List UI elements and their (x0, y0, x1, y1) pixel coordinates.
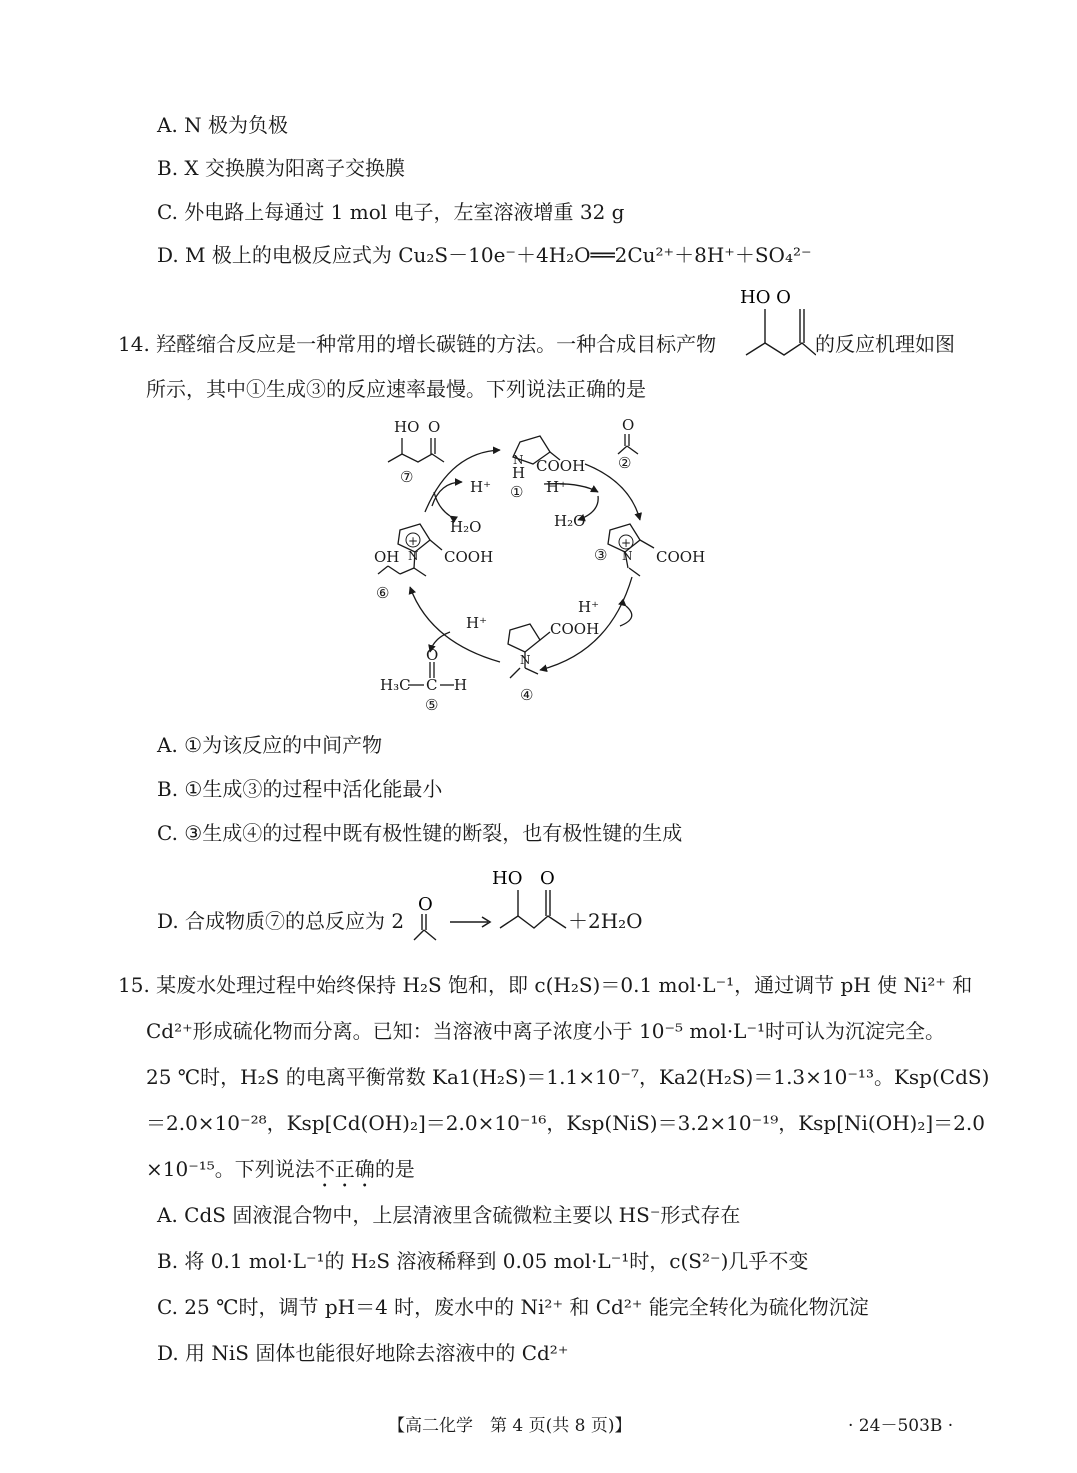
diagram-hplus-2: H⁺ (546, 478, 567, 496)
q14-option-d-product (492, 864, 570, 934)
diagram-n6-cooh: COOH (444, 548, 494, 566)
q13-option-b: B. X 交换膜为阳离子交换膜 (157, 156, 406, 180)
svg-text:HO: HO (492, 868, 523, 889)
diagram-n3-cooh: COOH (656, 548, 706, 566)
q15-stem-line5 (146, 1156, 415, 1192)
q14-stem-line1: 14. 羟醛缩合反应是一种常用的增长碳链的方法。一种合成目标产物 (118, 332, 717, 356)
svg-text:O: O (418, 894, 433, 915)
diagram-n1-cooh: COOH (536, 457, 586, 475)
q14-stem-line1-tail: 的反应机理如图 (815, 332, 955, 356)
q15-stem-line5-c: 的是 (374, 1157, 415, 1181)
svg-text:O: O (540, 868, 555, 889)
diagram-n5-h: H (454, 676, 468, 694)
q15-stem-line2: Cd²⁺形成硫化物而分离。已知：当溶液中离子浓度小于 10⁻⁵ mol·L⁻¹时可认为沉淀完全。 (146, 1019, 946, 1043)
q15-stem-line3: 25 ℃时，H₂S 的电离平衡常数 Ka1(H₂S)＝1.1×10⁻⁷，Ka2(H₂S)＝1.3×10⁻¹³。Ksp(CdS) (146, 1065, 990, 1089)
diagram-label-6: ⑥ (376, 584, 390, 602)
diagram-hplus-4: H⁺ (466, 614, 487, 632)
footer-code: · 24－503B · (848, 1416, 954, 1436)
diagram-n1-n: N (513, 453, 524, 467)
q15-stem-line4: ＝2.0×10⁻²⁸，Ksp[Cd(OH)₂]＝2.0×10⁻¹⁶，Ksp(NiS)＝3.2×10⁻¹⁹，Ksp[Ni(OH)₂]＝2.0 (146, 1111, 985, 1135)
q15-emphasis-not-correct: 不正确 (314, 1157, 375, 1181)
q14-option-d-arrow (448, 910, 492, 930)
diagram-n2-o: O (622, 416, 635, 434)
diagram-label-4: ④ (520, 686, 534, 704)
q14-mechanism-diagram (370, 412, 720, 712)
diagram-n4-cooh: COOH (550, 620, 600, 638)
diagram-h2o-1: H₂O (450, 518, 482, 536)
diagram-label-2: ② (618, 454, 632, 472)
q15-stem-line1: 15. 某废水处理过程中始终保持 H₂S 饱和，即 c(H₂S)＝0.1 mol·L⁻¹，通过调节 pH 使 Ni²⁺ 和 (118, 973, 973, 997)
diagram-n5-c: C (426, 676, 438, 694)
diagram-label-5: ⑤ (425, 696, 439, 712)
q14-option-a: A. ①为该反应的中间产物 (157, 733, 383, 757)
diagram-h2o-2: H₂O (554, 512, 586, 530)
diagram-n5-o: O (426, 646, 439, 664)
diagram-n4-n: N (520, 653, 531, 667)
q14-option-d-tail: ＋2H₂O (568, 909, 643, 933)
q14-option-c: C. ③生成④的过程中既有极性键的断裂，也有极性键的生成 (157, 821, 683, 845)
diagram-label-7: ⑦ (400, 468, 414, 486)
diagram-n6-n: N (408, 549, 419, 563)
diagram-n3-n: N (622, 549, 633, 563)
q15-option-d: D. 用 NiS 固体也能很好地除去溶液中的 Cd²⁺ (157, 1341, 569, 1365)
diagram-n1-h: H (512, 464, 526, 482)
q15-option-b: B. 将 0.1 mol·L⁻¹的 H₂S 溶液稀释到 0.05 mol·L⁻¹时，c(S²⁻)几乎不变 (157, 1249, 809, 1273)
q14-option-d: D. 合成物质⑦的总反应为 2 (157, 909, 405, 933)
diagram-hplus-1: H⁺ (470, 478, 491, 496)
diagram-n5-h3c: H₃C (380, 676, 411, 694)
q14-stem-line2: 所示，其中①生成③的反应速率最慢。下列说法正确的是 (146, 377, 646, 401)
diagram-hplus-3: H⁺ (578, 598, 599, 616)
diagram-charge-6: + (408, 534, 419, 548)
diagram-n6-oh: OH (374, 548, 400, 566)
q13-option-a: A. N 极为负极 (157, 113, 289, 137)
q14-target-product-structure (740, 285, 816, 365)
diagram-label-3: ③ (594, 546, 608, 564)
q14-option-b: B. ①生成③的过程中活化能最小 (157, 777, 443, 801)
footer-page-label: 【高二化学 第 4 页(共 8 页)】 (388, 1416, 632, 1436)
q13-option-c: C. 外电路上每通过 1 mol 电子，左室溶液增重 32 g (157, 200, 625, 224)
q14-target-product-label: HO O (740, 287, 791, 308)
q15-option-a: A. CdS 固液混合物中，上层清液里含硫微粒主要以 HS⁻形式存在 (157, 1203, 741, 1227)
q15-stem-line5-a: ×10⁻¹⁵。下列说法 (146, 1157, 315, 1181)
diagram-charge-3: + (621, 536, 632, 550)
diagram-label-1: ① (510, 483, 524, 501)
diagram-n7-ho: HO (394, 418, 420, 436)
diagram-n7-o: O (428, 418, 441, 436)
q13-option-d: D. M 极上的电极反应式为 Cu₂S－10e⁻＋4H₂O══2Cu²⁺＋8H⁺＋SO₄²⁻ (157, 243, 812, 267)
q15-option-c: C. 25 ℃时，调节 pH＝4 时，废水中的 Ni²⁺ 和 Cd²⁺ 能完全转化为硫化物沉淀 (157, 1295, 869, 1319)
